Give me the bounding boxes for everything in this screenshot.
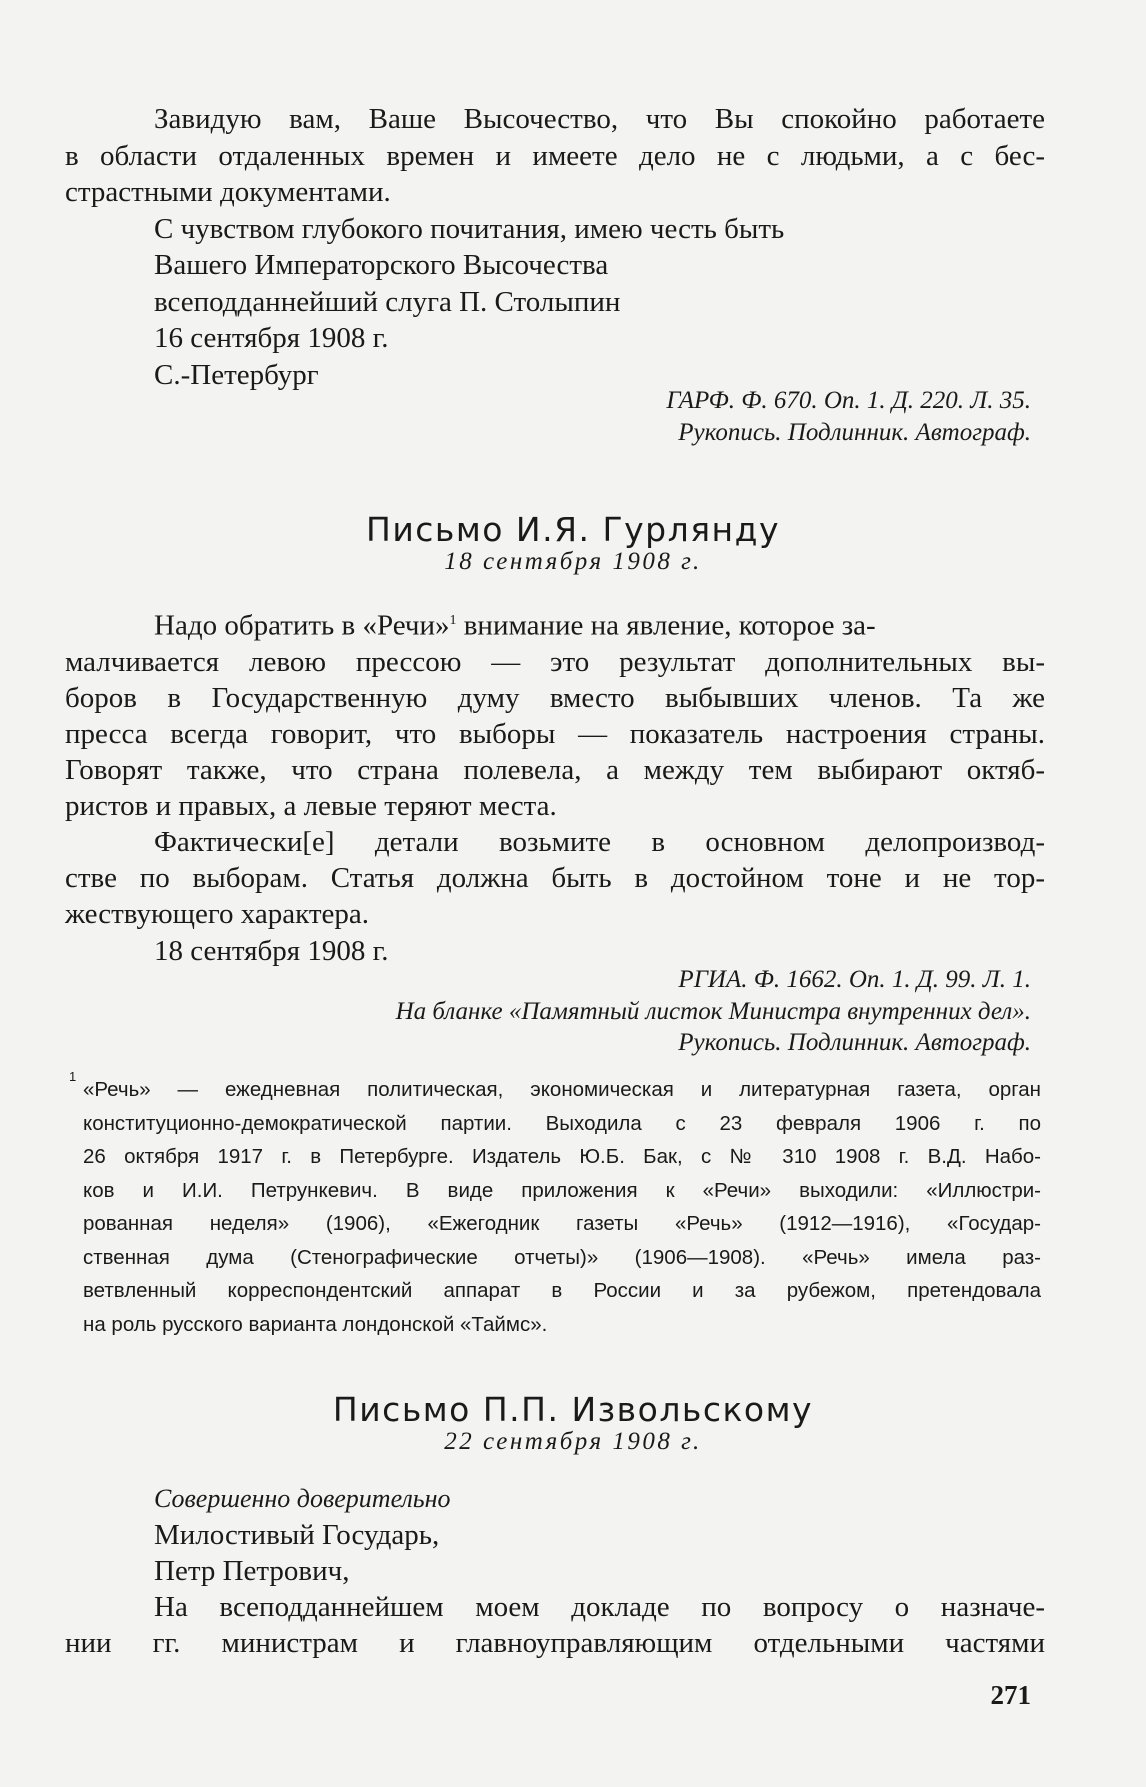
text-line: боров в Государственную думу вместо выбывших членов. Та же (65, 681, 1045, 714)
text-fragment: Надо обратить в «Речи» (154, 609, 450, 642)
text-line: Говорят также, что страна полевела, а между тем выбирают октяб- (65, 754, 1045, 787)
text-line: стве по выборам. Статья должна быть в достойном тоне и не тор- (65, 862, 1045, 895)
confidential-note: Совершенно доверительно (154, 1484, 451, 1513)
date-line: 16 сентября 1908 г. (154, 322, 389, 354)
footnote-line: ков и И.И. Петрункевич. В виде приложения к «Речи» выходили: «Иллюстри- (83, 1178, 1041, 1202)
archive-line: На бланке «Памятный листок Министра внутренних дел». (395, 997, 1031, 1025)
text-line: страстными документами. (65, 176, 391, 208)
text-line: Фактически[е] детали возьмите в основном делопроизвод- (154, 826, 1045, 859)
text-line: Завидую вам, Ваше Высочество, что Вы спокойно работаете (154, 103, 1045, 135)
text-line (65, 603, 1045, 644)
text-line: На всеподданнейшем моем докладе по вопросу о назначе- (154, 1591, 1045, 1623)
salutation-line: Милостивый Государь, (154, 1519, 440, 1551)
letter-closing-block (65, 101, 1045, 393)
archive-reference (396, 964, 1031, 1059)
footnote-line: рованная неделя» (1906), «Ежегодник газеты «Речь» (1912—1916), «Государ- (83, 1212, 1041, 1235)
text-line: нии гг. министрам и главноуправляющим отдельными частями (65, 1627, 1045, 1659)
archive-reference (666, 385, 1031, 448)
page-number: 271 (990, 1680, 1031, 1710)
archive-line: Рукопись. Подлинник. Автограф. (678, 418, 1031, 446)
archive-line: ГАРФ. Ф. 670. Оп. 1. Д. 220. Л. 35. (666, 387, 1031, 414)
footnote-line: 26 октября 1917 г. в Петербурге. Издатель Ю.Б. Бак, с № 310 1908 г. В.Д. Набо- (83, 1145, 1041, 1168)
archive-line: Рукопись. Подлинник. Автограф. (678, 1029, 1031, 1056)
text-line: малчивается левою прессою — это результат дополнительных вы- (65, 645, 1045, 678)
salutation-line: Петр Петрович, (154, 1555, 350, 1587)
text-line: в области отдаленных времен и имеете дело не с людьми, а с бес- (65, 139, 1045, 172)
text-line: С чувством глубокого почитания, имею честь быть (154, 212, 785, 245)
letter-body (65, 1481, 1045, 1661)
archive-line: РГИА. Ф. 1662. Оп. 1. Д. 99. Л. 1. (678, 966, 1031, 993)
signature-line: всеподданнейший слуга П. Столыпин (154, 285, 621, 318)
footnote-mark: 1 (69, 1069, 77, 1084)
date-line: 18 сентября 1908 г. (154, 934, 389, 967)
footnote-line: конституционно-демократической партии. Выходила с 23 февраля 1906 г. по (83, 1111, 1041, 1135)
place-line: С.-Петербург (154, 358, 319, 391)
text-line: ристов и правых, а левые теряют места. (65, 790, 557, 823)
footnote-ref[interactable]: 1 (449, 613, 457, 628)
text-fragment: внимание на явление, которое за- (463, 609, 876, 642)
letter-title: Письмо П.П. Извольскому (332, 1390, 814, 1429)
letter-title: Письмо И.Я. Гурлянду (366, 510, 780, 549)
letter-body (65, 603, 1045, 969)
letter-date: 18 сентября 1908 г. (444, 548, 702, 575)
footnote-line: ственная дума (Стенографические отчеты)» (1906—1908). «Речь» имела раз- (83, 1245, 1041, 1269)
text-line: пресса всегда говорит, что выборы — показатель настроения страны. (65, 717, 1045, 750)
footnote-line: «Речь» — ежедневная политическая, экономическая и литературная газета, орган (83, 1078, 1041, 1101)
text-line: жествующего характера. (65, 898, 370, 931)
letter-date: 22 сентября 1908 г. (444, 1428, 702, 1455)
text-line: Вашего Императорского Высочества (154, 249, 609, 281)
footnote-line: на роль русского варианта лондонской «Таймс». (83, 1312, 548, 1336)
footnote-line: ветвленный корреспондентский аппарат в России и за рубежом, претендовала (83, 1279, 1041, 1302)
footnote (69, 1069, 1041, 1341)
